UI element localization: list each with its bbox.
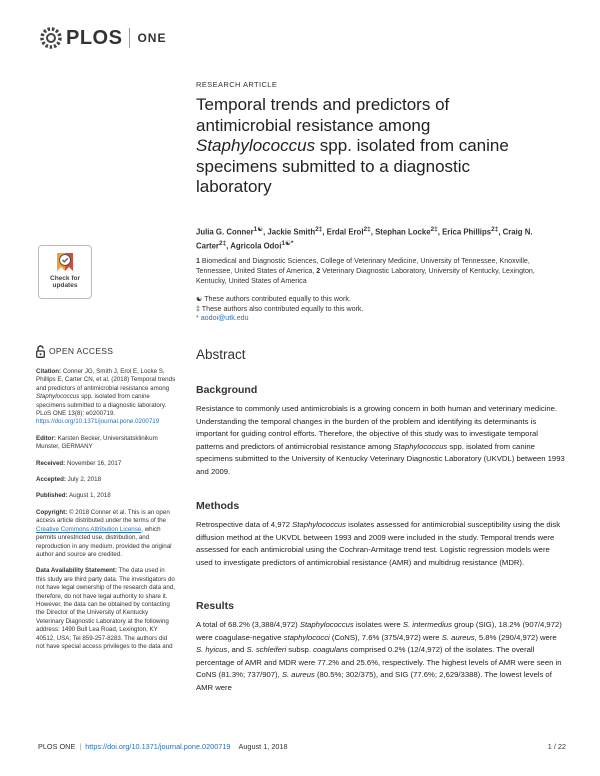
- check-updates-label: Check for updates: [50, 275, 80, 289]
- license-link[interactable]: Creative Commons Attribution License: [36, 525, 142, 533]
- footer-journal: PLOS ONE: [38, 742, 76, 751]
- results-text: A total of 68.2% (3,388/4,972) Staphylococcus isolates were S. intermedius group (SIG), 18.2% (907/4,972) were coagulase-negative staphylococci (CoNS), 7.6% (375/4,972) were S. aureus, 5.8% (290/4,972) were S. hyicus, and S. schleiferi subsp. coagulans comprised 0.2% (12/4,972) of the isolates. The overall percentage of AMR and MDR were 77.2% and 25.6%, respectively. The highest levels of AMR were seen in CoNS (81.3%; 737/907), S. aureus (80.5%; 302/375), and SIG (77.6%; 2,629/3388). The lowest levels of AMR were: [196, 620, 562, 692]
- background-text: Resistance to commonly used antimicrobials is a growing concern in both human and veterinary medicine. Understanding the temporal changes in the burden of the problem and identifying its determinants is important for guiding control efforts. Therefore, the objective of this study was to investigate temporal patterns and predictors of antimicrobial resistance among Staphylococcus spp. isolated from canine specimens submitted to the University of Kentucky Veterinary Diagnostic Laboratory (UKVDL) between 1993 and 2009.: [196, 404, 565, 476]
- footer-doi-link[interactable]: https://doi.org/10.1371/journal.pone.0200719: [85, 742, 231, 751]
- copyright: Copyright: © 2018 Conner et al. This is an open access article distributed under the terms of the Creative Commons Attribution License, which permits unrestricted use, distribution, and reproduction in any medium, provided the original author and source are credited.: [36, 508, 172, 558]
- citation: Citation: Conner JG, Smith J, Erol E, Locke S, Phillips E, Carter CN, et al. (2018) Temporal trends and predictors of antimicrobial resistance among Staphylococcus spp. isolated from canine specimens submitted to a diagnostic laboratory. PLoS ONE 13(8): e0200719. https://doi.org/10.1371/journal.pone.0200719: [36, 368, 176, 426]
- plos-mark-icon: [38, 25, 64, 51]
- author-notes: [196, 295, 566, 324]
- results-heading: Results: [196, 600, 234, 612]
- methods-heading: Methods: [196, 500, 240, 512]
- footer-separator: |: [79, 742, 82, 751]
- article-type: RESEARCH ARTICLE: [196, 80, 278, 89]
- methods-section: [196, 500, 566, 569]
- affiliations: 1 Biomedical and Diagnostic Sciences, College of Veterinary Medicine, University of Tennessee, Knoxville, Tennessee, United States of America, 2 Veterinary Diagnostic Laboratory, University of Kentucky, Lexington, Kentucky, United States of America: [196, 257, 535, 286]
- open-lock-icon: [36, 345, 45, 358]
- methods-text: Retrospective data of 4,972 Staphylococcus isolates assessed for antimicrobial susceptibility using the disk diffusion method at the UKVDL between 1993 and 2009 were included in the study. Temporal trends were assessed for each antimicrobial using the Cochran-Armitage trend test. Logistic regression models were used to investigate predictors of antimicrobial resistance (AMR) and multidrug resistance (MDR).: [196, 520, 561, 567]
- abstract-heading: Abstract: [196, 347, 246, 362]
- page-number: 1 / 22: [547, 742, 566, 751]
- author-list: Julia G. Conner$^{1☯}$, Jackie Smith$^{2\ddagger}$, Erdal Erol$^{2\ddagger}$, Stephan Locke$^{2\ddagger}$, Erica Phillips$^{2\ddagger}$, Craig N. Carter$^{2\ddagger}$, Agricola Odoi$^{1☯*}$: [196, 226, 533, 251]
- logo-text: PLOS: [66, 26, 123, 49]
- logo-divider: [129, 28, 130, 48]
- journal-sub: ONE: [137, 31, 167, 45]
- data-availability: Data Availability Statement: The data used in this study are third party data. The investigators do not have legal ownership of the research data and, therefore, do not have legal authority to share it. However, the data can be obtained by contacting the Director of the University of Kentucky Veterinary Diagnostic Laboratory at the following address: 1490 Bull Lea Road, Lexington, KY 40512, USA; Tel 859-257-8283. The authors did not have special access privileges to the data and: [36, 567, 175, 650]
- corresponding-email-link[interactable]: * aodoi@utk.edu: [196, 314, 249, 322]
- citation-doi-link[interactable]: https://doi.org/10.1371/journal.pone.0200719: [36, 418, 160, 426]
- accepted-date: Accepted: July 2, 2018: [36, 476, 102, 484]
- footer-date: August 1, 2018: [238, 742, 288, 751]
- equal-contribution-note: ☯ These authors contributed equally to this work.: [196, 295, 351, 303]
- results-section: [196, 600, 566, 695]
- open-access-badge: OPEN ACCESS: [36, 345, 176, 358]
- background-heading: Background: [196, 384, 258, 396]
- published-date: Published: August 1, 2018: [36, 492, 111, 500]
- article-metadata-column: [36, 345, 176, 659]
- page-footer: [38, 742, 566, 751]
- also-contribution-note: ‡ These authors also contributed equally to this work.: [196, 304, 364, 313]
- editor: Editor: Karsten Becker, Universitatsklinikum Munster, GERMANY: [36, 434, 158, 451]
- received-date: Received: November 16, 2017: [36, 459, 122, 467]
- bookmark-ribbon-icon: [51, 251, 79, 273]
- journal-logo[interactable]: [38, 25, 166, 51]
- background-section: [196, 384, 566, 479]
- check-for-updates-button[interactable]: [38, 245, 92, 299]
- article-title: Temporal trends and predictors of antimicrobial resistance among Staphylococcus spp. isolated from canine specimens submitted to a diagnostic laboratory: [196, 95, 509, 196]
